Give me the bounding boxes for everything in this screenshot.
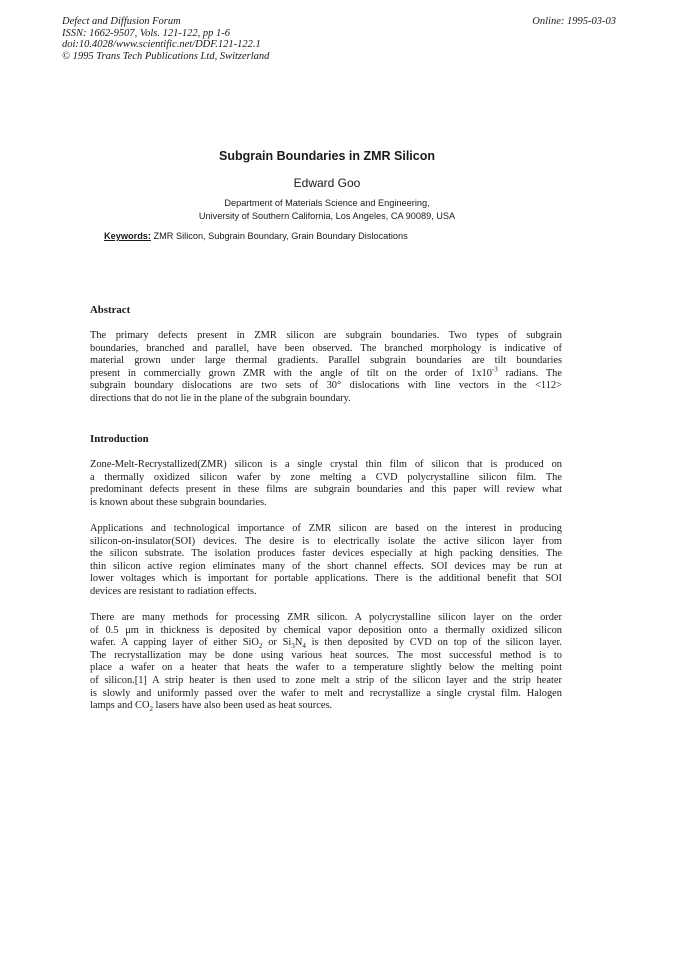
journal-header — [62, 16, 269, 62]
text-fragment: wafer. A capping layer of either SiO — [90, 637, 259, 649]
text-line: is known about these subgrain boundaries. — [90, 496, 267, 508]
subscript: 3 — [291, 642, 295, 651]
text-fragment: N — [294, 637, 303, 649]
author-name: Edward Goo — [293, 176, 361, 190]
issn: ISSN: 1662-9507, Vols. 121-122, pp 1-6 — [62, 27, 230, 39]
text-line — [90, 365, 562, 381]
text-line: of 0.5 μm in thickness is deposited by chemical vapor deposition onto a thermally oxidized silicon — [90, 624, 562, 636]
subscript: 4 — [302, 642, 306, 651]
affiliation-line-2: University of Southern California, Los Angeles, CA 90089, USA — [198, 210, 456, 221]
text-line: devices are resistant to radiation effects. — [90, 585, 257, 597]
text-fragment: or Si — [262, 637, 292, 649]
abstract-body — [90, 330, 562, 406]
text-line — [90, 700, 562, 713]
text-line: There are many methods for processing ZMR silicon. A polycrystalline silicon layer on the order — [90, 612, 562, 623]
doi: doi:10.4028/www.scientific.net/DDF.121-122.1 — [62, 39, 261, 51]
text-line: Zone-Melt-Recrystallized(ZMR) silicon is a single crystal thin film of silicon that is produced on — [90, 459, 562, 470]
text-line: lower voltages which is important for portable applications. There is the additional benefit that SOI — [90, 573, 562, 585]
keywords-text: ZMR Silicon, Subgrain Boundary, Grain Boundary Dislocations — [150, 231, 408, 241]
copyright: © 1995 Trans Tech Publications Ltd, Switzerland — [62, 50, 270, 62]
abstract-heading: Abstract — [90, 304, 131, 316]
journal-name: Defect and Diffusion Forum — [62, 16, 181, 27]
text-line: boundaries, branched and parallel, have been observed. The branched morphology is indicative of — [90, 342, 562, 354]
text-line: thin silicon active region eliminates many of the short channel effects. SOI devices may be run at — [90, 560, 562, 572]
paper-title: Subgrain Boundaries in ZMR Silicon — [219, 149, 435, 163]
intro-paragraph-2 — [90, 523, 562, 599]
text-line: Applications and technological importance of ZMR silicon are based on the interest in producing — [90, 523, 562, 534]
online-date: Online: 1995-03-03 — [532, 16, 616, 27]
keywords-label: Keywords: — [104, 231, 151, 241]
affiliation-line-1: Department of Materials Science and Engineering, — [224, 198, 430, 208]
text-line: silicon-on-insulator(SOI) devices. The desire is to electrically isolate the active silicon layer from — [90, 535, 562, 547]
subscript: 2 — [258, 642, 263, 651]
intro-paragraph-3 — [90, 612, 562, 713]
affiliation — [0, 197, 654, 222]
subscript: 2 — [149, 705, 153, 714]
intro-paragraph-1 — [90, 459, 562, 509]
text-line: directions that do not lie in the plane of the subgrain boundary. — [90, 392, 351, 404]
text-line — [90, 637, 562, 650]
introduction-heading: Introduction — [90, 433, 149, 445]
superscript: -3 — [491, 365, 498, 374]
text-line: of silicon.[1] A strip heater is then used to zone melt a strip of the silicon layer and the strip heater — [90, 674, 562, 686]
text-line: subgrain boundary dislocations are two sets of 30° dislocations with line vectors in the <112> — [90, 380, 562, 392]
text-line: the silicon substrate. The isolation produces faster devices especially at high packing densities. The — [90, 548, 562, 560]
text-line: place a wafer on a heater that heats the wafer to a temperature slightly below the melting point — [90, 662, 562, 674]
text-line: The recrystallization may be done using various heat sources. The most successful method is to — [90, 649, 562, 661]
keywords — [104, 231, 408, 241]
text-line: The primary defects present in ZMR silicon are subgrain boundaries. Two types of subgrain — [90, 330, 562, 341]
text-fragment: present in commercially grown ZMR with the angle of tilt on the order of 1x10 — [90, 367, 492, 379]
text-fragment: lamps and CO — [90, 700, 150, 712]
text-line: a thermally oxidized silicon wafer by zone melting a CVD polycrystalline silicon film. The — [90, 471, 562, 483]
text-fragment: radians. The — [497, 367, 562, 379]
text-line: material grown under large thermal gradients. Parallel subgrain boundaries are tilt boundaries — [90, 355, 562, 367]
text-line: predominant defects present in these films are subgrain boundaries and this paper will review what — [90, 484, 562, 496]
text-fragment: lasers have also been used as heat sources. — [152, 700, 333, 712]
text-fragment: is then deposited by CVD on top of the silicon layer. — [305, 637, 562, 649]
text-line: is slowly and uniformly passed over the wafer to melt and recrystallize a single crystal film. Halogen — [90, 687, 562, 699]
